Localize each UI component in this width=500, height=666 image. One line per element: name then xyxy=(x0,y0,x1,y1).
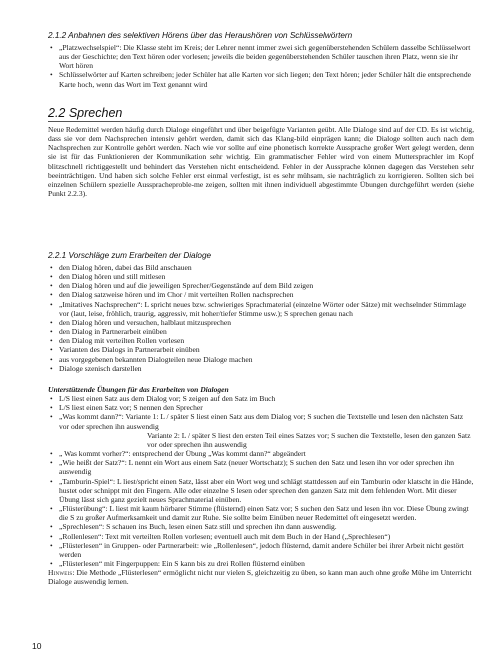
list-item: • „Sprechlesen“: S schauen ins Buch, lesen einen Satz still und sprechen ihn dann auswendig. xyxy=(48,522,474,531)
was-kommt-dann-variante-2: Variante 2: L / später S liest den ersten Teil eines Satzes vor; S suchen die Textstelle, lesen den ganzen Satz vor oder sprechen ihn auswendig xyxy=(147,430,471,449)
list-item: • „Flüsterlesen“ mit Fingerpuppen: Ein S kann bis zu drei Rollen flüsternd einüben xyxy=(48,559,474,568)
sprechen-paragraph: Neue Redemittel werden häufig durch Dialoge eingeführt und über beigefügte Varianten geübt. Alle Dialoge sind auf der CD. Es ist wichtig, dass sie vor dem Nachsprechen intensiv gehört werden, damit sich das Klang-bild einprägen kann; die Dialoge sollten auch nach dem Nachsprechen zur Kontrolle gehört werden. Nach wie vor sollte auf eine phonetisch korrekte Aussprache großer Wert gelegt werden, denn sie ist für das Funktionieren der Kommunikation sehr wichtig. Ein grammatischer Fehler wird von einem Muttersprachler im Kopf blitzschnell richtiggestellt und behindert das Verstehen nicht entscheidend. Fehler in der Aussprache können dagegen das Verstehen sehr beeinträchtigen. Und haben sich solche Fehler erst einmal verfestigt, ist es sehr mühsam, sie nachträglich zu korrigieren. Sollten sich bei einzelnen Schülern spezielle Ausspracheproble-me zeigen, sollten mit ihnen individuell abgestimmte Übungen durchgeführt werden (siehe Punkt 2.2.3). xyxy=(48,125,474,199)
list-item: • Schlüsselwörter auf Karten schreiben; jeder Schüler hat alle Karten vor sich liegen; den Text hören; jeder Schüler hält die entsprechende Karte hoch, wenn das Wort im Text genannt wird xyxy=(48,70,474,88)
section-2-2-1-body xyxy=(48,263,474,373)
list-item: • Dialoge szenisch darstellen xyxy=(48,364,474,373)
list-item: • aus vorgegebenen bekannten Dialogteilen neue Dialoge machen xyxy=(48,355,474,364)
page-number: 10 xyxy=(32,641,42,651)
list-item: • L/S liest einen Satz vor; S nennen den Sprecher xyxy=(48,403,474,412)
list-item: • „Platzwechselspiel“: Die Klasse steht im Kreis; der Lehrer nennt immer zwei sich gegenüberstehenden Schülern dasselbe Schlüsselwort aus der Geschichte; den Text hören oder vorlesen; jeweils die beiden gegenüberstehenden Schüler tauschen ihren Platz, wenn sie ihr Wort hören xyxy=(48,43,474,70)
section-heading-2-2-1: 2.2.1 Vorschläge zum Erarbeiten der Dialoge xyxy=(48,251,212,260)
list-item: • „Flüsterübung“: L liest mit kaum hörbarer Stimme (flüsternd) einen Satz vor; S suchen den Satz und lesen ihn vor. Diese Übung zwingt die S zu großer Aufmerksamkeit und damit zur Ruhe. Sie sollte beim Einüben neuer Redemittel oft eingesetzt werden. xyxy=(48,504,474,522)
support-exercises xyxy=(48,385,474,586)
list-item: • L/S liest einen Satz aus dem Dialog vor; S zeigen auf den Satz im Buch xyxy=(48,394,474,403)
list-item: • den Dialog satzweise hören und im Chor / mit verteilten Rollen nachsprechen xyxy=(48,290,474,299)
section-heading-2-1-2: 2.1.2 Anbahnen des selektiven Hörens über das Heraushören von Schlüsselwörtern xyxy=(48,31,353,40)
list-item: • „Imitatives Nachsprechen“: L spricht neues bzw. schwieriges Sprachmaterial (einzelne Wörter oder Sätze) mit wechselnder Stimmlage vor (laut, leise, fröhlich, traurig, aggressiv, mit hoher/tiefer Stimme usw.); S sprechen genau nach xyxy=(48,300,474,318)
hinweis-label: Hinweis: xyxy=(48,568,75,578)
list-item: • den Dialog hören und auf die jeweiligen Sprecher/Gegenstände auf dem Bild zeigen xyxy=(48,281,474,290)
support-heading: Unterstützende Übungen für das Erarbeiten von Dialogen xyxy=(48,385,229,394)
list-item: • den Dialog mit verteilten Rollen vorlesen xyxy=(48,336,474,345)
bullet-list-dialoge xyxy=(48,263,474,373)
hinweis-note xyxy=(48,568,474,586)
list-item: • den Dialog hören und versuchen, halblaut mitzusprechen xyxy=(48,318,474,327)
list-item: • „ Was kommt vorher?“: entsprechend der Übung „Was kommt dann?“ abgeändert xyxy=(48,449,474,458)
section-2-2-body xyxy=(48,125,474,198)
list-item: • Varianten des Dialogs in Partnerarbeit einüben xyxy=(48,345,474,354)
list-item: • „Tamburin-Spiel“: L liest/spricht einen Satz, lässt aber ein Wort weg und schlägt stattdessen auf ein Tamburin oder klatscht in die Hände, hustet oder schnippt mit den Fingern. Alle oder einzelne S lesen oder sprechen den ganzen Satz mit dem fehlenden Wort. Mit dieser Übung lässt sich ganz gezielt neues Sprachmaterial einüben. xyxy=(48,477,474,504)
list-item: • den Dialog in Partnerarbeit einüben xyxy=(48,327,474,336)
bullet-list-support xyxy=(48,394,474,568)
list-item: • den Dialog hören und still mitlesen xyxy=(48,272,474,281)
list-item xyxy=(48,412,474,449)
section-divider xyxy=(48,121,471,122)
list-item: • „Flüsterlesen“ in Gruppen- oder Partnerarbeit: wie „Rollenlesen“, jedoch flüsternd, damit andere Schüler bei ihrer Arbeit nicht gestört werden xyxy=(48,541,474,559)
section-heading-2-2: 2.2 Sprechen xyxy=(48,106,123,120)
bullet-list-hoeren xyxy=(48,43,474,89)
was-kommt-dann-variante-1: „Was kommt dann?“: Variante 1: L / später S liest einen Satz aus dem Dialog vor; S suchen die Textstelle und lesen den nächsten Satz vor oder sprechen ihn auswendig xyxy=(59,412,464,431)
list-item: • den Dialog hören, dabei das Bild anschauen xyxy=(48,263,474,272)
hinweis-text: Die Methode „Flüsterlesen“ ermöglicht nicht nur vielen S, gleichzeitig zu üben, so kann man auch ohne große Mühe im Unterricht Dialoge auswendig lernen. xyxy=(48,568,472,587)
section-2-1-2-body xyxy=(48,43,474,89)
list-item: • „Rollenlesen“: Text mit verteilten Rollen vorlesen; eventuell auch mit dem Buch in der Hand („Sprechlesen“) xyxy=(48,532,474,541)
list-item: • „Wie heißt der Satz?“: L nennt ein Wort aus einem Satz (neuer Wortschatz); S suchen den Satz und lesen ihn vor oder sprechen ihn auswendig xyxy=(48,458,474,476)
